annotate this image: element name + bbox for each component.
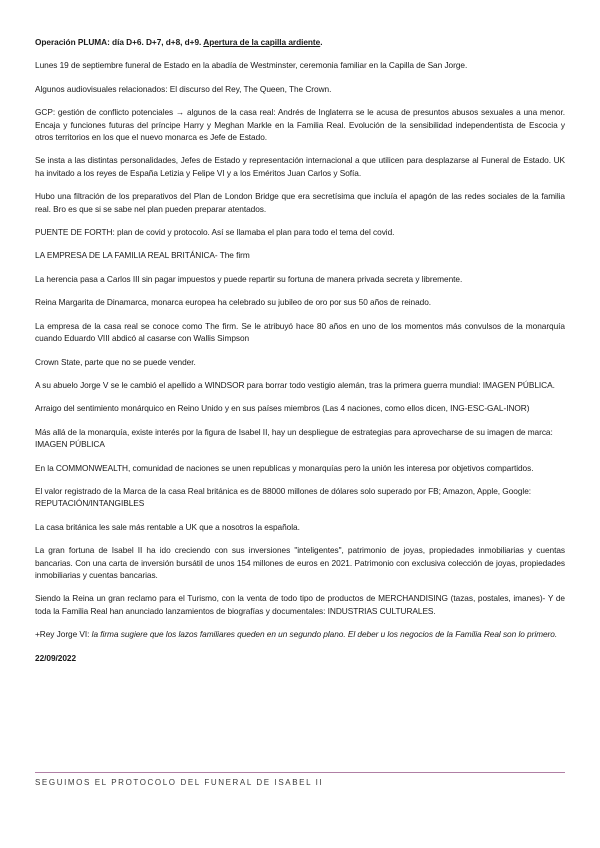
paragraph-commonwealth: En la COMMONWEALTH, comunidad de naciones se unen republicas y monarquías pero la unión les interesa por objetivos compartidos. [35,462,534,473]
paragraph-rentable: La casa británica les sale más rentable a UK que a nosotros la española. [35,521,300,532]
paragraph-operacion-pluma [35,36,565,48]
paragraph-turismo: Siendo la Reina un gran reclamo para el Turismo, con la venta de todo tipo de productos de MERCHANDISING (tazas, postales, imanes)- Y de toda la Familia Real han anunciado lanzamientos de biografías y documentales: INDUSTRIAS CULTURALES. [35,593,565,616]
rey-jorge-quote: la firma sugiere que los lazos familiares queden en un segundo plano. El deber u los negocios de la Familia Real son lo primero. [91,629,558,640]
paragraph-herencia: La herencia pasa a Carlos III sin pagar impuestos y puede repartir su fortuna de manera privada secreta y libremente. [35,273,463,284]
footer-title: SEGUIMOS EL PROTOCOLO DEL FUNERAL DE ISABEL II [35,778,324,787]
operacion-pluma-period: . [320,37,323,47]
paragraph-gcp: GCP: gestión de conflicto potenciales → algunos de la casa real: Andrés de Inglaterra se le acusa de presuntos abusos sexuales a una menor. Encaja y funciones futuras del príncipe Harry y Meghan Markle en la Familia Real. Evolución de la sensibilidad independentista de Escocia y otros territorios en los que el nuevo monarca es Jefe de Estado. [35,107,565,143]
paragraph-imagen-publica: Más allá de la monarquía, existe interés por la figura de Isabel II, hay un despliegue de estrategias para aprovecharse de su imagen de marca: IMAGEN PÚBLICA [35,426,553,450]
paragraph-empresa-casa-real: La empresa de la casa real se conoce como The firm. Se le atribuyó hace 80 años en uno de los momentos más convulsos de la monarquía cuando Eduardo VIII abdicó al casarse con Wallis Simpson [35,320,565,344]
document-date: 22/09/2022 [35,652,77,663]
section-heading-the-firm: LA EMPRESA DE LA FAMILIA REAL BRITÁNICA- The firm [35,250,250,261]
paragraph-arraigo: Arraigo del sentimiento monárquico en Reino Unido y en sus países miembros (Las 4 naciones, como ellos dicen, ING-ESC-GAL-INOR) [35,403,530,414]
paragraph-crown-state: Crown State, parte que no se puede vender. [35,356,196,367]
document-body [35,36,565,675]
paragraph-margarita: Reina Margarita de Dinamarca, monarca europea ha celebrado su jubileo de oro por sus 50 años de reinado. [35,297,432,308]
paragraph-fortuna: La gran fortuna de Isabel II ha ido creciendo con sus inversiones "inteligentes", patrimonio de joyas, propiedades inmobiliarias y cuentas bancarias. Con una carta de inversión bursátil de unos 154 millones de euros en 2021. Patrimonio con exclusiva colección de joyas, propiedades inmobiliarias y cuentas bancarias. [35,545,565,580]
footer-divider [35,772,565,773]
paragraph-london-bridge: Hubo una filtración de los preparativos del Plan de London Bridge que era secretísima que incluía el apagón de las redes sociales de la familia real. Bro es que si se sabe nel plan pueden preparar atentados. [35,191,565,214]
paragraph-valor-marca: El valor registrado de la Marca de la casa Real británica es de 88000 millones de dólares solo superado por FB; Amazon, Apple, Google: REPUTACIÓN/INTANGIBLES [35,485,532,509]
paragraph-rey-jorge [35,628,565,640]
paragraph-audiovisuales: Algunos audiovisuales relacionados: El discurso del Rey, The Queen, The Crown. [35,83,332,94]
rey-jorge-label: +Rey Jorge VI: [35,629,92,640]
paragraph-invitados: Se insta a las distintas personalidades, Jefes de Estado y representación internacional a que utilicen para desplazarse al Funeral de Estado. UK ha invitado a los reyes de España Letizia y Felipe VI y a los Eméritos Juan Carlos y Sofía. [35,155,565,178]
paragraph-puente-forth: PUENTE DE FORTH: plan de covid y protocolo. Así se llamaba el plan para todo el tema del covid. [35,227,395,238]
paragraph-windsor: A su abuelo Jorge V se le cambió el apellido a WINDSOR para borrar todo vestigio alemán, tras la primera guerra mundial: IMAGEN PÚBLICA. [35,379,555,390]
operacion-pluma-text: Operación PLUMA: día D+6. D+7, d+8, d+9. [35,37,204,47]
paragraph-funeral: Lunes 19 de septiembre funeral de Estado en la abadía de Westminster, ceremonia familiar en la Capilla de San Jorge. [35,60,468,71]
capilla-ardiente-link[interactable]: Apertura de la capilla ardiente [203,37,321,47]
